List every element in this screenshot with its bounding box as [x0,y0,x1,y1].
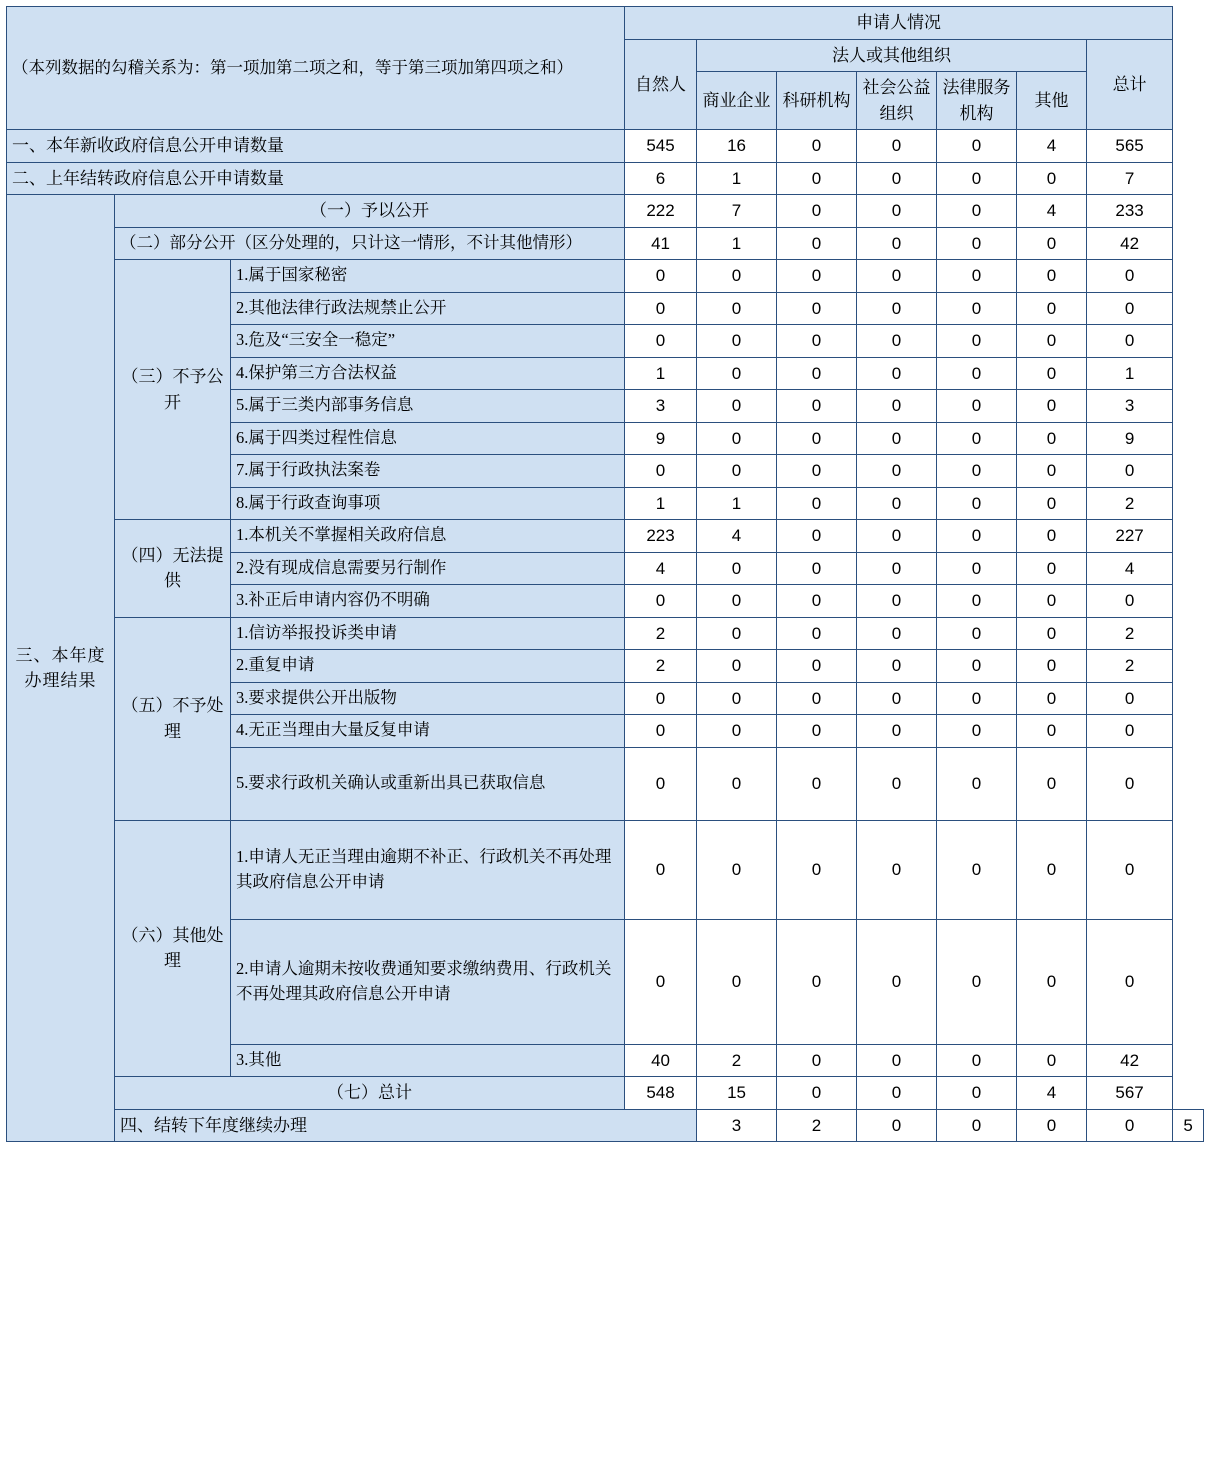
cell-r4-c6: 0 [1087,1109,1173,1142]
cell-g5-5-c6: 0 [1017,747,1087,820]
cell-g3-6-c3: 0 [777,422,857,455]
cell-g3-3-c1: 0 [625,325,697,358]
cell-r2-c1: 6 [625,162,697,195]
cell-g3-3-c3: 0 [777,325,857,358]
cell-g6-1-c2: 0 [697,820,777,919]
table-row-unable-1 [7,520,1204,553]
cell-g6-3-c6: 0 [1017,1044,1087,1077]
cell-g1-c4: 0 [857,195,937,228]
cell-g4-3-c5: 0 [937,585,1017,618]
cell-g5-3-c7: 0 [1087,682,1173,715]
cell-g4-2-c2: 0 [697,552,777,585]
cell-g3-6-c6: 0 [1017,422,1087,455]
row-label-other-handling-2: 2.申请人逾期未按收费通知要求缴纳费用、行政机关不再处理其政府信息公开申请 [231,919,625,1044]
table-row-other-handling-1 [7,820,1204,919]
row-label-not-disclosed: （三）不予公开 [115,260,231,520]
cell-g5-4-c5: 0 [937,715,1017,748]
row-label-not-disclosed-6: 6.属于四类过程性信息 [231,422,625,455]
cell-g5-5-c7: 0 [1087,747,1173,820]
cell-g6-3-c5: 0 [937,1044,1017,1077]
row-label-annual-results: 三、本年度办理结果 [7,195,115,1142]
cell-g7-c7: 567 [1087,1077,1173,1110]
cell-r2-c3: 0 [777,162,857,195]
cell-g6-3-c1: 40 [625,1044,697,1077]
row-label-not-processed-4: 4.无正当理由大量反复申请 [231,715,625,748]
cell-r1-c2: 16 [697,130,777,163]
cell-g3-8-c1: 1 [625,487,697,520]
cell-r4-c3: 0 [857,1109,937,1142]
cell-g4-2-c6: 0 [1017,552,1087,585]
row-label-not-processed-3: 3.要求提供公开出版物 [231,682,625,715]
cell-g5-5-c2: 0 [697,747,777,820]
cell-g2-c5: 0 [937,227,1017,260]
cell-g6-2-c7: 0 [1087,919,1173,1044]
cell-g3-7-c2: 0 [697,455,777,488]
cell-g6-1-c4: 0 [857,820,937,919]
cell-g3-1-c4: 0 [857,260,937,293]
cell-g5-3-c4: 0 [857,682,937,715]
cell-g3-3-c4: 0 [857,325,937,358]
row-label-unable-3: 3.补正后申请内容仍不明确 [231,585,625,618]
row-label-other-handling: （六）其他处理 [115,820,231,1077]
cell-g7-c3: 0 [777,1077,857,1110]
cell-g3-1-c1: 0 [625,260,697,293]
cell-g3-7-c3: 0 [777,455,857,488]
cell-g4-1-c5: 0 [937,520,1017,553]
cell-r1-c5: 0 [937,130,1017,163]
cell-g4-1-c4: 0 [857,520,937,553]
cell-g6-1-c3: 0 [777,820,857,919]
cell-g7-c1: 548 [625,1077,697,1110]
cell-g5-2-c6: 0 [1017,650,1087,683]
cell-g5-1-c5: 0 [937,617,1017,650]
cell-g3-5-c4: 0 [857,390,937,423]
cell-g5-1-c7: 2 [1087,617,1173,650]
row-label-disclosed: （一）予以公开 [115,195,625,228]
cell-g5-3-c2: 0 [697,682,777,715]
cell-g4-3-c6: 0 [1017,585,1087,618]
cell-g3-1-c6: 0 [1017,260,1087,293]
cell-g3-4-c7: 1 [1087,357,1173,390]
row-label-not-processed-2: 2.重复申请 [231,650,625,683]
column-header-legal-service-org: 法律服务机构 [937,72,1017,130]
row-label-not-processed-1: 1.信访举报投诉类申请 [231,617,625,650]
cell-g5-3-c6: 0 [1017,682,1087,715]
column-header-research-institution: 科研机构 [777,72,857,130]
cell-g4-3-c1: 0 [625,585,697,618]
cell-g3-4-c3: 0 [777,357,857,390]
cell-g4-2-c4: 0 [857,552,937,585]
cell-g2-c7: 42 [1087,227,1173,260]
table-row-partially-disclosed [7,227,1204,260]
cell-g3-8-c5: 0 [937,487,1017,520]
cell-g3-2-c6: 0 [1017,292,1087,325]
cell-r1-c1: 545 [625,130,697,163]
cell-g3-5-c6: 0 [1017,390,1087,423]
cell-g3-2-c1: 0 [625,292,697,325]
cell-g5-4-c2: 0 [697,715,777,748]
cell-g3-5-c7: 3 [1087,390,1173,423]
table-row-not-disclosed-1 [7,260,1204,293]
cell-g4-3-c2: 0 [697,585,777,618]
cell-g2-c2: 1 [697,227,777,260]
cell-g5-5-c5: 0 [937,747,1017,820]
cell-g2-c4: 0 [857,227,937,260]
cell-g6-2-c1: 0 [625,919,697,1044]
cell-g3-4-c1: 1 [625,357,697,390]
table-row-new-applications [7,130,1204,163]
cell-g3-2-c4: 0 [857,292,937,325]
cell-g5-2-c2: 0 [697,650,777,683]
cell-g5-2-c5: 0 [937,650,1017,683]
row-label-not-disclosed-1: 1.属于国家秘密 [231,260,625,293]
cell-g3-6-c7: 9 [1087,422,1173,455]
cell-g5-1-c6: 0 [1017,617,1087,650]
note-cell: （本列数据的勾稽关系为：第一项加第二项之和，等于第三项加第四项之和） [7,7,625,130]
cell-g3-6-c5: 0 [937,422,1017,455]
cell-g5-5-c3: 0 [777,747,857,820]
cell-g6-1-c7: 0 [1087,820,1173,919]
cell-g3-2-c7: 0 [1087,292,1173,325]
cell-r1-c3: 0 [777,130,857,163]
cell-g1-c5: 0 [937,195,1017,228]
column-header-other: 其他 [1017,72,1087,130]
table-row-results-total [7,1077,1204,1110]
cell-r4-c5: 0 [1017,1109,1087,1142]
cell-g6-3-c7: 42 [1087,1044,1173,1077]
table-row-not-processed-1 [7,617,1204,650]
cell-g5-3-c5: 0 [937,682,1017,715]
cell-g4-3-c4: 0 [857,585,937,618]
row-label-not-disclosed-4: 4.保护第三方合法权益 [231,357,625,390]
legal-person-group-header: 法人或其他组织 [697,39,1087,72]
row-label-unable-to-provide: （四）无法提供 [115,520,231,618]
cell-g6-1-c5: 0 [937,820,1017,919]
cell-g6-3-c2: 2 [697,1044,777,1077]
cell-g3-8-c6: 0 [1017,487,1087,520]
cell-g3-8-c7: 2 [1087,487,1173,520]
cell-g5-3-c3: 0 [777,682,857,715]
cell-g4-1-c7: 227 [1087,520,1173,553]
row-label-not-disclosed-3: 3.危及“三安全一稳定” [231,325,625,358]
cell-g2-c6: 0 [1017,227,1087,260]
cell-r4-c1: 3 [697,1109,777,1142]
cell-g5-5-c4: 0 [857,747,937,820]
cell-g3-5-c3: 0 [777,390,857,423]
column-header-natural-person: 自然人 [625,39,697,130]
table-header-row-1 [7,7,1204,40]
row-label-unable-1: 1.本机关不掌握相关政府信息 [231,520,625,553]
cell-g7-c4: 0 [857,1077,937,1110]
cell-g4-1-c2: 4 [697,520,777,553]
cell-g6-3-c4: 0 [857,1044,937,1077]
cell-g5-1-c4: 0 [857,617,937,650]
row-label-results-total: （七）总计 [115,1077,625,1110]
cell-r1-c4: 0 [857,130,937,163]
cell-g5-4-c6: 0 [1017,715,1087,748]
column-header-total: 总计 [1087,39,1173,130]
cell-g3-1-c5: 0 [937,260,1017,293]
cell-g1-c2: 7 [697,195,777,228]
cell-g6-2-c3: 0 [777,919,857,1044]
cell-g3-4-c6: 0 [1017,357,1087,390]
cell-g3-1-c7: 0 [1087,260,1173,293]
cell-g2-c3: 0 [777,227,857,260]
cell-r4-c4: 0 [937,1109,1017,1142]
cell-g5-1-c3: 0 [777,617,857,650]
cell-g3-3-c2: 0 [697,325,777,358]
cell-g5-4-c4: 0 [857,715,937,748]
cell-g3-4-c2: 0 [697,357,777,390]
cell-g3-7-c4: 0 [857,455,937,488]
cell-g5-2-c3: 0 [777,650,857,683]
row-label-carry-forward: 四、结转下年度继续办理 [115,1109,697,1142]
row-label-unable-2: 2.没有现成信息需要另行制作 [231,552,625,585]
cell-g3-5-c2: 0 [697,390,777,423]
cell-g3-3-c7: 0 [1087,325,1173,358]
cell-r2-c4: 0 [857,162,937,195]
cell-g6-2-c6: 0 [1017,919,1087,1044]
cell-g5-4-c3: 0 [777,715,857,748]
cell-g6-2-c2: 0 [697,919,777,1044]
cell-g7-c6: 4 [1017,1077,1087,1110]
table-row-carried-over [7,162,1204,195]
cell-g1-c1: 222 [625,195,697,228]
row-label-carried-over: 二、上年结转政府信息公开申请数量 [7,162,625,195]
cell-g5-2-c1: 2 [625,650,697,683]
column-header-public-welfare-org: 社会公益组织 [857,72,937,130]
cell-g7-c5: 0 [937,1077,1017,1110]
cell-g4-1-c3: 0 [777,520,857,553]
cell-g5-2-c4: 0 [857,650,937,683]
cell-g3-1-c3: 0 [777,260,857,293]
cell-r2-c2: 1 [697,162,777,195]
cell-g5-5-c1: 0 [625,747,697,820]
row-label-not-disclosed-2: 2.其他法律行政法规禁止公开 [231,292,625,325]
cell-g3-1-c2: 0 [697,260,777,293]
cell-g3-5-c5: 0 [937,390,1017,423]
cell-g3-3-c5: 0 [937,325,1017,358]
cell-g3-8-c3: 0 [777,487,857,520]
row-label-other-handling-1: 1.申请人无正当理由逾期不补正、行政机关不再处理其政府信息公开申请 [231,820,625,919]
row-label-not-processed-5: 5.要求行政机关确认或重新出具已获取信息 [231,747,625,820]
cell-r4-c7: 5 [1173,1109,1204,1142]
cell-g4-1-c1: 223 [625,520,697,553]
cell-g6-3-c3: 0 [777,1044,857,1077]
cell-g6-2-c4: 0 [857,919,937,1044]
cell-g4-2-c5: 0 [937,552,1017,585]
cell-r2-c5: 0 [937,162,1017,195]
cell-g4-2-c3: 0 [777,552,857,585]
cell-g4-2-c1: 4 [625,552,697,585]
cell-g4-2-c7: 4 [1087,552,1173,585]
row-label-not-disclosed-7: 7.属于行政执法案卷 [231,455,625,488]
cell-g1-c6: 4 [1017,195,1087,228]
cell-g3-7-c6: 0 [1017,455,1087,488]
cell-g6-2-c5: 0 [937,919,1017,1044]
row-label-new-applications: 一、本年新收政府信息公开申请数量 [7,130,625,163]
row-label-other-handling-3: 3.其他 [231,1044,625,1077]
cell-g3-8-c2: 1 [697,487,777,520]
cell-g4-3-c7: 0 [1087,585,1173,618]
cell-g6-1-c1: 0 [625,820,697,919]
cell-g5-4-c7: 0 [1087,715,1173,748]
cell-r1-c6: 4 [1017,130,1087,163]
cell-g1-c3: 0 [777,195,857,228]
cell-g7-c2: 15 [697,1077,777,1110]
column-header-commercial-enterprise: 商业企业 [697,72,777,130]
cell-g4-1-c6: 0 [1017,520,1087,553]
table-row-carry-forward [7,1109,1204,1142]
cell-g4-3-c3: 0 [777,585,857,618]
statistics-table [6,6,1204,1142]
row-label-partially-disclosed: （二）部分公开（区分处理的，只计这一情形，不计其他情形） [115,227,625,260]
cell-r4-c2: 2 [777,1109,857,1142]
cell-g5-3-c1: 0 [625,682,697,715]
cell-g3-7-c5: 0 [937,455,1017,488]
cell-g3-7-c1: 0 [625,455,697,488]
row-label-not-processed: （五）不予处理 [115,617,231,820]
cell-g3-2-c3: 0 [777,292,857,325]
cell-g3-6-c4: 0 [857,422,937,455]
cell-g3-4-c5: 0 [937,357,1017,390]
cell-g3-6-c1: 9 [625,422,697,455]
cell-r1-c7: 565 [1087,130,1173,163]
cell-g3-7-c7: 0 [1087,455,1173,488]
applicant-group-header: 申请人情况 [625,7,1173,40]
cell-r2-c6: 0 [1017,162,1087,195]
cell-g3-4-c4: 0 [857,357,937,390]
cell-g3-2-c2: 0 [697,292,777,325]
cell-g3-3-c6: 0 [1017,325,1087,358]
cell-g3-6-c2: 0 [697,422,777,455]
cell-g6-1-c6: 0 [1017,820,1087,919]
table-row-disclosed [7,195,1204,228]
cell-g3-2-c5: 0 [937,292,1017,325]
cell-g3-5-c1: 3 [625,390,697,423]
cell-r2-c7: 7 [1087,162,1173,195]
cell-g5-2-c7: 2 [1087,650,1173,683]
cell-g2-c1: 41 [625,227,697,260]
cell-g1-c7: 233 [1087,195,1173,228]
row-label-not-disclosed-5: 5.属于三类内部事务信息 [231,390,625,423]
cell-g5-1-c1: 2 [625,617,697,650]
cell-g5-4-c1: 0 [625,715,697,748]
cell-g5-1-c2: 0 [697,617,777,650]
cell-g3-8-c4: 0 [857,487,937,520]
row-label-not-disclosed-8: 8.属于行政查询事项 [231,487,625,520]
